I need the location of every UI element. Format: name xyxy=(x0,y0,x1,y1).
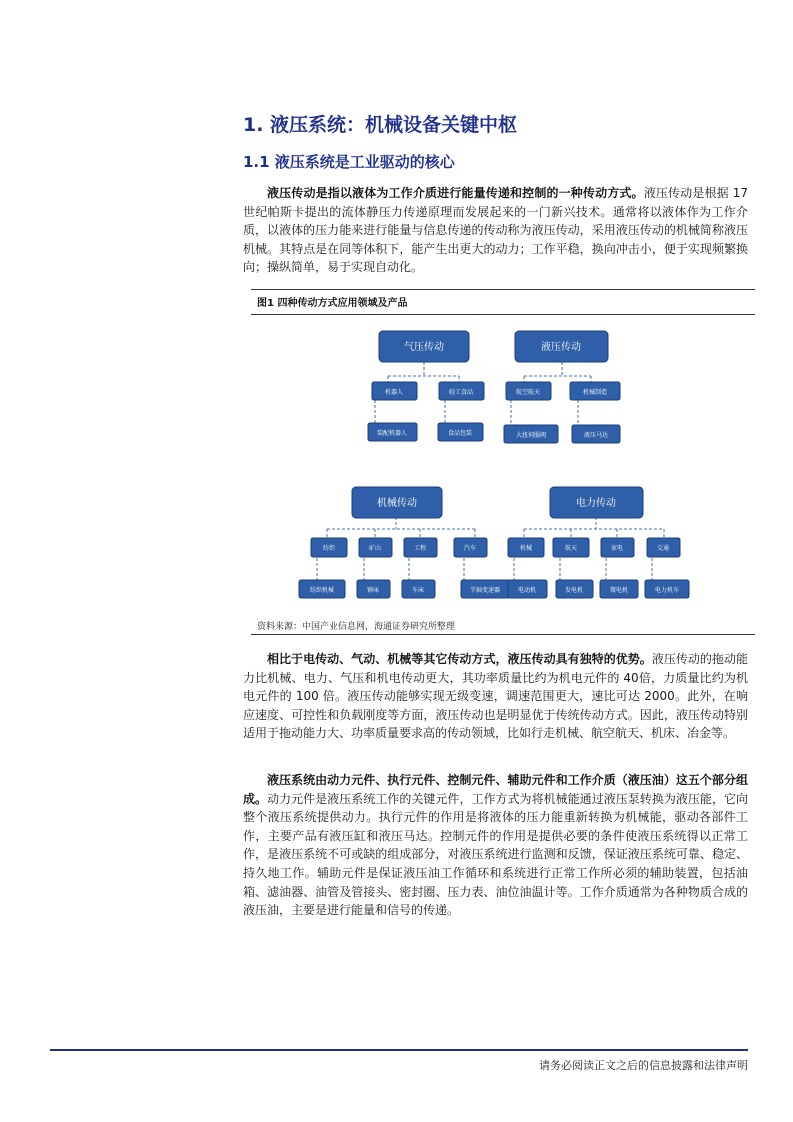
leaf-label: 半轴变速器 xyxy=(469,587,501,594)
boxes xyxy=(299,331,689,598)
node-label: 轻工食品 xyxy=(448,389,474,396)
node-label: 航空航天 xyxy=(515,389,541,396)
paragraph-components-lead: 液压系统由动力元件、执行元件、控制元件、辅助元件和工作介质（液压油）这五个部分组成。 xyxy=(243,773,748,806)
paragraph-intro-lead: 液压传动是指以液体为工作介质进行能量传递和控制的一种传动方式。 xyxy=(267,186,644,200)
root-label: 电力传动 xyxy=(576,498,616,509)
footer-disclaimer: 请务必阅读正文之后的信息披露和法律声明 xyxy=(539,1059,748,1072)
footer-divider xyxy=(50,1049,748,1051)
section-heading: 1. 液压系统：机械设备关键中枢 xyxy=(243,114,518,136)
figure-source xyxy=(251,614,755,635)
leaf-label: 微电机 xyxy=(609,587,629,594)
leaf-label: 电动机 xyxy=(517,587,537,594)
node-label: 机械制造 xyxy=(582,389,608,396)
root-label: 液压传动 xyxy=(541,342,581,353)
leaf-label: 电力机车 xyxy=(654,587,680,594)
node-label: 交通 xyxy=(656,545,670,552)
paragraph-components xyxy=(243,771,748,920)
node-label: 机器人 xyxy=(384,389,404,396)
paragraph-components-body: 动力元件是液压系统工作的关键元件，工作方式为将机械能通过液压泵转换为液压能，它向整个液压系统提供动力。执行元件的作用是将液体的压力能重新转换为机械能，驱动各部件工作，主要产品有液压缸和液压马达。控制元件的作用是提供必要的条件使液压系统得以正常工作，是液压系统不可或缺的组成部分，对液压系统进行监测和反馈，保证液压系统可靠、稳定、持久地工作。辅助元件是保证液压油工作循环和系统进行正常工作所必须的辅助装置，包括油箱、滤油器、油管及管接头、密封圈、压力表、油位油温计等。工作介质通常为各种物质合成的液压油，主要是进行能量和信号的传递。 xyxy=(243,791,748,918)
leaf-label: 食品包装 xyxy=(447,430,473,437)
leaf-label: 车床 xyxy=(411,587,425,594)
node-label: 家电 xyxy=(610,545,624,552)
leaf-label: 装配机器人 xyxy=(376,430,408,437)
paragraph-advantages xyxy=(243,650,748,743)
node-label: 机械 xyxy=(519,545,533,552)
figure-source-text: 资料来源：中国产业信息网，海通证券研究所整理 xyxy=(257,622,456,632)
node-label: 航天 xyxy=(564,545,578,552)
paragraph-intro-body: 液压传动是根据 17 世纪帕斯卡提出的流体静压力传递原理而发展起来的一门新兴技术。通常将以液体作为工作介质，以液体的压力能来进行能量与信息传递的传动称为液压传动，采用液压传动的机械简称液压机械。其特点是在同等体积下，能产生出更大的动力；工作平稳，换向冲击小，便于实现频繁换向；操纵简单，易于实现自动化。 xyxy=(243,186,748,275)
paragraph-advantages-lead: 相比于电传动、气动、机械等其它传动方式，液压传动具有独特的优势。 xyxy=(267,652,652,666)
leaf-label: 大扭伺服阀 xyxy=(515,432,547,439)
transmission-diagram xyxy=(251,314,755,614)
paragraph-advantages-body: 液压传动的拖动能力比机械、电力、气压和机电传动更大，其功率质量比约为机电元件的 40倍，力质量比约为机电元件的 100 倍。液压传动能够实现无级变速，调速范围更大，速比可达 2000。此外，在响应速度、可控性和负载刚度等方面，液压传动也是明显优于传统传动方式。因此，液压传动特别适用于拖动能力大、功率质量要求高的传动领域，比如行走机械、航空航天、机床、冶金等。 xyxy=(243,652,748,741)
node-label: 工程 xyxy=(413,545,427,552)
node-label: 汽车 xyxy=(463,545,477,552)
paragraph-intro xyxy=(243,184,748,277)
root-label: 机械传动 xyxy=(377,498,417,509)
leaf-label: 铆床 xyxy=(366,587,380,594)
figure-title-bar xyxy=(251,289,755,315)
leaf-label: 发电机 xyxy=(564,587,584,594)
root-label: 气压传动 xyxy=(404,342,444,353)
leaf-label: 液压马达 xyxy=(583,432,609,439)
node-label: 纺织 xyxy=(322,545,336,552)
node-label: 矿山 xyxy=(368,545,382,552)
leaf-label: 纺织机械 xyxy=(309,587,335,594)
figure-title: 图1 四种传动方式应用领域及产品 xyxy=(257,298,408,309)
subsection-heading: 1.1 液压系统是工业驱动的核心 xyxy=(243,153,455,171)
